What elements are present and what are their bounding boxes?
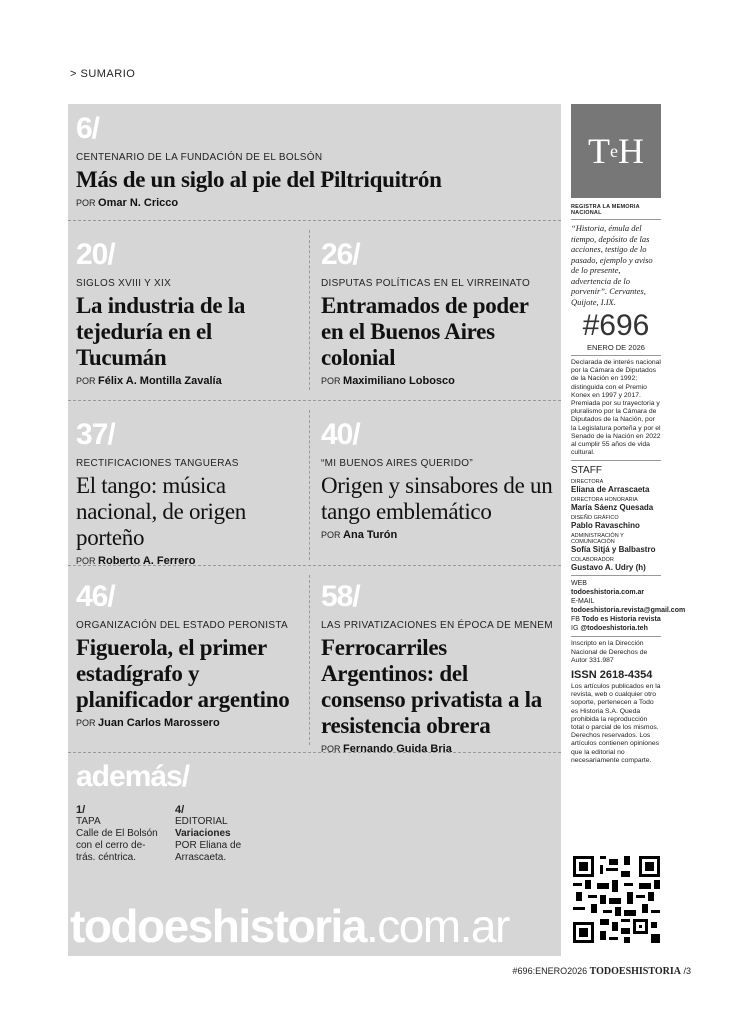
page-footer	[513, 966, 691, 977]
staff-role: DISEÑO GRÁFICO	[571, 515, 619, 522]
divider	[68, 220, 561, 221]
tagline: REGISTRA LA MEMORIA NACIONAL	[571, 204, 640, 216]
contact-label: IG	[571, 625, 579, 633]
article-author: Omar N. Cricco	[98, 197, 179, 209]
staff-name: Gustavo A. Udry (h)	[571, 563, 646, 573]
article-46[interactable]	[76, 582, 306, 729]
by-label: POR	[76, 718, 96, 728]
article-kicker: SIGLOS XVIII Y XIX	[76, 278, 172, 289]
ademas-label: EDITORIAL	[175, 816, 228, 827]
contact-value: @todoeshistoria.teh	[580, 625, 648, 633]
staff-role: DIRECTORA	[571, 479, 604, 486]
divider	[309, 230, 310, 390]
divider	[68, 400, 561, 401]
staff-heading: STAFF	[571, 465, 602, 477]
by-label: POR	[76, 198, 96, 208]
article-kicker: ORGANIZACIÓN DEL ESTADO PERONISTA	[76, 620, 288, 631]
article-author: Ana Turón	[343, 529, 398, 541]
article-40[interactable]	[321, 420, 553, 541]
staff-name: Sofía Sitjá y Balbastro	[571, 545, 656, 555]
rule	[571, 460, 661, 461]
contact-instagram[interactable]	[571, 624, 661, 633]
article-title: Más de un siglo al pie del Piltriquitrón	[76, 167, 442, 192]
footer-brand: TODOESHISTORIA	[589, 966, 681, 977]
article-author: Fernando Guida Bria	[343, 743, 452, 755]
article-title: Origen y sinsabores de un tango emblemático	[321, 473, 553, 524]
logo-letter-e: e	[610, 140, 618, 161]
article-page-number: 40/	[321, 418, 360, 451]
by-label: POR	[321, 744, 341, 754]
rule	[571, 355, 661, 356]
article-37[interactable]	[76, 420, 308, 567]
divider	[68, 565, 561, 566]
article-title: La industria de la tejeduría en el Tucumán	[76, 293, 246, 370]
article-page-number: 26/	[321, 238, 360, 271]
rule	[571, 219, 661, 220]
copyright-registry: Inscripto en la Dirección Nacional de Derechos de Autor 331.987	[571, 640, 648, 664]
contact-value: todoeshistoria.revista@gmail.com	[571, 607, 686, 615]
ademas-item-tapa[interactable]	[76, 804, 162, 864]
staff-name: María Sáenz Quesada	[571, 503, 654, 513]
contact-label: FB	[571, 616, 580, 624]
website-domain: .com.ar	[365, 900, 509, 952]
issn: ISSN 2618-4354	[571, 669, 653, 682]
contact-label: E-MAIL	[571, 598, 595, 606]
page-number: /3	[683, 966, 691, 976]
issue-date: ENERO DE 2026	[587, 343, 645, 352]
article-kicker: RECTIFICACIONES TANGUERAS	[76, 458, 239, 469]
article-page-number: 6/	[76, 112, 100, 145]
contact-facebook[interactable]	[571, 615, 661, 624]
article-author: Roberto A. Ferrero	[98, 555, 196, 567]
by-label: POR	[76, 376, 96, 386]
article-author: Félix A. Montilla Zavalía	[98, 375, 222, 387]
article-kicker: LAS PRIVATIZACIONES EN ÉPOCA DE MENEM	[321, 620, 553, 631]
ademas-page-number: 4/	[175, 804, 185, 816]
declaration-text: Declarada de interés nacional por la Cámara de Diputados de la Nación en 1992; distinguida con el Premio Konex en 1997 y 2017. Premiada por su trayectoria y pluralismo por la Cámara de Diputados de la Nación, por la Legislatura porteña y por el Senado de la Nación en 2022 al cumplir 55 años de vida cultural.	[571, 359, 661, 457]
ademas-title: Variaciones	[175, 828, 231, 839]
issue-number: #696	[582, 309, 650, 342]
article-page-number: 37/	[76, 418, 115, 451]
article-author: Juan Carlos Marossero	[98, 717, 220, 729]
cervantes-quote: “Historia, émula del tiempo, depósito de las acciones, testigo de lo pasado, ejemplo y aviso de lo presente, advertencia de lo porvenir”. Cervantes, Quijote, I.IX.	[571, 223, 653, 307]
ademas-text: POR Eliana de Arrascaeta.	[175, 840, 242, 863]
ademas-page-number: 1/	[76, 804, 86, 816]
article-58[interactable]	[321, 582, 553, 755]
teh-logo	[571, 104, 661, 198]
article-page-number: 20/	[76, 238, 115, 271]
staff-name: Pablo Ravaschino	[571, 521, 640, 531]
website-wordmark[interactable]	[70, 896, 509, 956]
article-author: Maximiliano Lobosco	[343, 375, 455, 387]
contact-value: Todo es Historia revista	[581, 616, 661, 624]
article-page-number: 58/	[321, 580, 360, 613]
by-label: POR	[76, 556, 96, 566]
article-title: El tango: música nacional, de origen porteño	[76, 473, 246, 550]
article-title: Entramados de poder en el Buenos Aires colonial	[321, 293, 529, 370]
article-6[interactable]	[76, 114, 546, 209]
article-26[interactable]	[321, 240, 551, 387]
divider	[309, 575, 310, 745]
by-label: POR	[321, 376, 341, 386]
rule	[571, 575, 661, 576]
website-bold: todoeshistoria	[70, 900, 366, 952]
logo-letter-t: T	[588, 131, 610, 171]
staff-name: Eliana de Arrascaeta	[571, 485, 650, 495]
logo-letter-h: H	[618, 131, 644, 171]
by-label: POR	[321, 530, 341, 540]
staff-role: DIRECTORA HONORARIA	[571, 497, 638, 504]
ademas-heading: además/	[76, 760, 190, 793]
staff-role: COLABORADOR	[571, 557, 614, 564]
ademas-text: Calle de El Bolsón con el cerro de-trás. céntrica.	[76, 828, 158, 863]
article-20[interactable]	[76, 240, 306, 387]
divider	[309, 410, 310, 560]
article-kicker: CENTENARIO DE LA FUNDACIÓN DE EL BOLSÓN	[76, 152, 323, 163]
masthead-sidebar	[571, 104, 686, 765]
rights-notice: Los artículos publicados en la revista, web o cualquier otro soporte, pertenecen a Todo es Historia S.A. Queda prohibida la reproducción total o parcial de los mismos. Derechos reservados. Los artículos contienen opiniones que la editorial no necesariamente comparte.	[571, 683, 661, 764]
staff-role: ADMINISTRACIÓN Y COMUNICACIÓN	[571, 533, 624, 546]
article-title: Ferrocarriles Argentinos: del consenso privatista a la resistencia obrera	[321, 635, 542, 738]
article-page-number: 46/	[76, 580, 115, 613]
breadcrumb: > SUMARIO	[70, 68, 136, 80]
divider	[68, 752, 561, 753]
contact-label: WEB	[571, 580, 587, 588]
ademas-label: TAPA	[76, 816, 101, 827]
article-kicker: “MI BUENOS AIRES QUERIDO”	[321, 458, 473, 469]
footer-issue: #696:ENERO2026	[512, 966, 588, 976]
contact-email[interactable]	[571, 597, 686, 615]
qr-code-icon[interactable]	[573, 856, 660, 943]
ademas-item-editorial[interactable]	[175, 804, 265, 864]
article-title: Figuerola, el primer estadígrafo y planificador argentino	[76, 635, 290, 712]
contact-web[interactable]	[571, 579, 661, 597]
contact-value: todoeshistoria.com.ar	[571, 589, 645, 597]
article-kicker: DISPUTAS POLÍTICAS EN EL VIRREINATO	[321, 278, 531, 289]
rule	[571, 636, 661, 637]
